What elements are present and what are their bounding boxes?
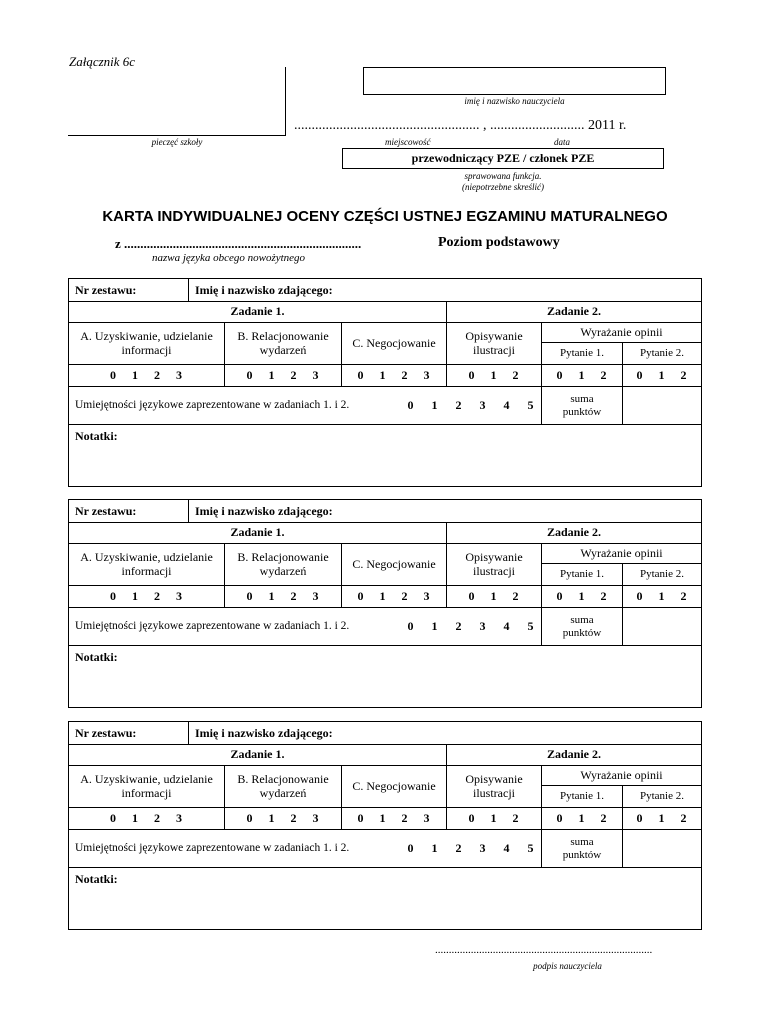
page-title: KARTA INDYWIDUALNEJ OCENY CZĘŚCI USTNEJ EGZAMINU MATURALNEGO [102,208,668,225]
criterion-a-line1: A. Uzyskiwanie, udzielanie [80,771,213,786]
criterion-c: C. Negocjowanie [352,556,436,571]
zadanie-2-header: Zadanie 2. [546,525,601,540]
criterion-b-line1: B. Relacjonowanie [237,771,329,786]
skills-label: Umiejętności językowe zaprezentowane w zadaniach 1. i 2. [75,398,350,411]
criterion-a-line1: A. Uzyskiwanie, udzielanie [80,549,213,564]
notes-field[interactable] [69,670,701,707]
stamp-caption: pieczęć szkoły [151,137,203,147]
score-e1[interactable]: 0 1 2 [556,588,608,603]
criterion-a-line1: A. Uzyskiwanie, udzielanie [80,328,213,343]
score-e2[interactable]: 0 1 2 [636,367,688,382]
skills-label: Umiejętności językowe zaprezentowane w zadaniach 1. i 2. [75,841,350,854]
score-d[interactable]: 0 1 2 [468,588,520,603]
pytanie-1-header: Pytanie 1. [560,347,604,360]
criterion-d-line1: Opisywanie [465,328,523,343]
criterion-b [225,544,341,585]
score-a[interactable]: 0 1 2 3 [110,810,183,825]
criterion-b-line2: wydarzeń [259,563,307,578]
criterion-d [447,766,541,807]
criterion-b-line2: wydarzeń [259,785,307,800]
points-sum-line1: suma [570,835,594,848]
points-sum-label [542,830,622,867]
notes-label: Notatki: [75,429,118,443]
score-a[interactable]: 0 1 2 3 [110,367,183,382]
criterion-b-line2: wydarzeń [259,342,307,357]
function-caption: sprawowana funkcja. [464,171,542,181]
points-sum-line1: suma [570,613,594,626]
criterion-e: Wyrażanie opinii [580,545,663,560]
notes-label: Notatki: [75,650,118,664]
student-name-label[interactable]: Imię i nazwisko zdającego: [195,282,333,297]
points-sum-line1: suma [570,392,594,405]
points-sum-field[interactable] [623,387,701,424]
skills-label: Umiejętności językowe zaprezentowane w zadaniach 1. i 2. [75,619,350,632]
points-sum-field[interactable] [623,608,701,645]
criterion-b [225,323,341,364]
score-e2[interactable]: 0 1 2 [636,810,688,825]
evaluation-block [68,278,702,487]
criterion-b-line1: B. Relacjonowanie [237,328,329,343]
criterion-c: C. Negocjowanie [352,778,436,793]
student-name-label[interactable]: Imię i nazwisko zdającego: [195,725,333,740]
points-sum-label [542,608,622,645]
pytanie-2-header: Pytanie 2. [640,790,684,803]
date-caption: data [554,137,571,147]
criterion-d-line1: Opisywanie [465,549,523,564]
points-sum-line2: punktów [562,626,602,639]
points-sum-line2: punktów [562,405,602,418]
notes-label: Notatki: [75,872,118,886]
teacher-name-caption: imię i nazwisko nauczyciela [464,96,565,106]
pytanie-1-header: Pytanie 1. [560,568,604,581]
signature-caption: podpis nauczyciela [533,961,602,971]
points-sum-field[interactable] [623,830,701,867]
criterion-d-line2: ilustracji [473,342,515,357]
criterion-a-line2: informacji [121,563,172,578]
student-name-label[interactable]: Imię i nazwisko zdającego: [195,503,333,518]
score-c[interactable]: 0 1 2 3 [357,588,431,603]
zadanie-2-header: Zadanie 2. [546,304,601,319]
pytanie-2-header: Pytanie 2. [640,568,684,581]
stamp-area-border [285,67,286,136]
place-date-line[interactable]: ..................................................... , ........................... 2011 r. [294,118,627,133]
language-caption: nazwa języka obcego nowożytnego [152,252,306,264]
criterion-e: Wyrażanie opinii [580,767,663,782]
skills-score[interactable]: 0 1 2 3 4 5 [407,840,535,855]
score-b[interactable]: 0 1 2 3 [246,588,320,603]
notes-field[interactable] [69,892,701,929]
score-b[interactable]: 0 1 2 3 [246,367,320,382]
score-e2[interactable]: 0 1 2 [636,588,688,603]
pytanie-2-header: Pytanie 2. [640,347,684,360]
function-caption-note: (niepotrzebne skreślić) [462,182,544,192]
language-line[interactable]: z ......................................................................... [115,236,362,251]
signature-line[interactable]: ............................................................................... [435,944,653,956]
skills-score[interactable]: 0 1 2 3 4 5 [407,397,535,412]
criterion-a [69,544,224,585]
score-e1[interactable]: 0 1 2 [556,367,608,382]
place-caption: miejscowość [385,137,431,147]
score-c[interactable]: 0 1 2 3 [357,810,431,825]
nr-zestawu-label: Nr zestawu: [75,282,137,297]
score-c[interactable]: 0 1 2 3 [357,367,431,382]
criterion-a-line2: informacji [121,785,172,800]
score-a[interactable]: 0 1 2 3 [110,588,183,603]
notes-field[interactable] [69,449,701,486]
criterion-d [447,544,541,585]
criterion-d-line1: Opisywanie [465,771,523,786]
points-sum-line2: punktów [562,848,602,861]
stamp-area-bottom [68,135,286,136]
points-sum-label [542,387,622,424]
pytanie-1-header: Pytanie 1. [560,790,604,803]
criterion-b [225,766,341,807]
score-d[interactable]: 0 1 2 [468,810,520,825]
evaluation-block [68,721,702,930]
criterion-d-line2: ilustracji [473,785,515,800]
criterion-a [69,766,224,807]
zadanie-2-header: Zadanie 2. [546,747,601,762]
attachment-label: Załącznik 6c [69,54,136,69]
score-e1[interactable]: 0 1 2 [556,810,608,825]
zadanie-1-header: Zadanie 1. [230,525,285,540]
score-d[interactable]: 0 1 2 [468,367,520,382]
criterion-d [447,323,541,364]
score-b[interactable]: 0 1 2 3 [246,810,320,825]
skills-score[interactable]: 0 1 2 3 4 5 [407,618,535,633]
criterion-a-line2: informacji [121,342,172,357]
criterion-c: C. Negocjowanie [352,335,436,350]
criterion-d-line2: ilustracji [473,563,515,578]
criterion-a [69,323,224,364]
criterion-b-line1: B. Relacjonowanie [237,549,329,564]
evaluation-block [68,499,702,708]
nr-zestawu-label: Nr zestawu: [75,725,137,740]
function-text: przewodniczący PZE / członek PZE [411,151,595,165]
teacher-name-field[interactable] [363,67,666,95]
zadanie-1-header: Zadanie 1. [230,304,285,319]
level-label: Poziom podstawowy [438,235,560,250]
zadanie-1-header: Zadanie 1. [230,747,285,762]
criterion-e: Wyrażanie opinii [580,324,663,339]
nr-zestawu-label: Nr zestawu: [75,503,137,518]
function-box [342,148,664,169]
